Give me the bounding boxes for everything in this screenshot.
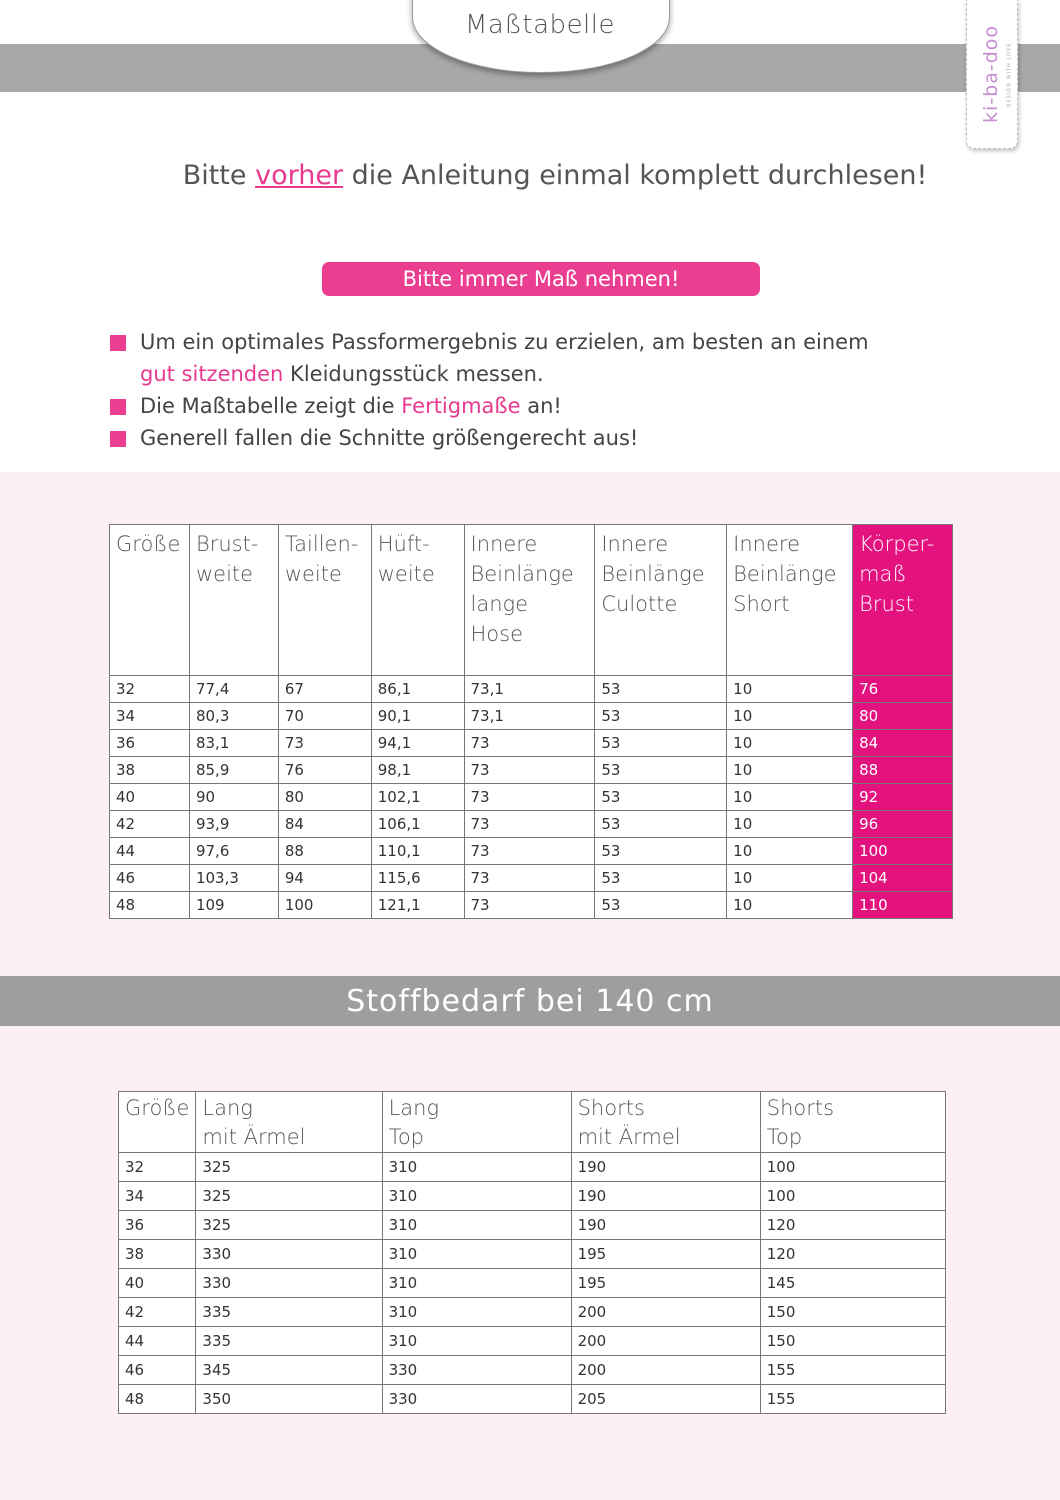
- size-cell: 96: [853, 811, 953, 838]
- logo-tagline-wrap: [1004, 20, 1014, 130]
- fabric-cell: 38: [119, 1240, 196, 1269]
- table-row: [110, 865, 953, 892]
- fabric-table: [118, 1091, 946, 1414]
- fabric-cell: 120: [760, 1211, 945, 1240]
- fabric-column-header: [382, 1092, 571, 1153]
- fabric-cell: 46: [119, 1356, 196, 1385]
- fabric-cell: 32: [119, 1153, 196, 1182]
- fabric-cell: 34: [119, 1182, 196, 1211]
- fabric-cell: 330: [382, 1385, 571, 1414]
- size-cell: 73: [464, 892, 595, 919]
- size-cell: 93,9: [189, 811, 278, 838]
- size-cell: 83,1: [189, 730, 278, 757]
- intro-highlight: vorher: [255, 160, 344, 191]
- note-text: Um ein optimales Passformergebnis zu erzielen, am besten an einem: [140, 330, 869, 354]
- fabric-cell: 44: [119, 1327, 196, 1356]
- size-cell: 80: [853, 703, 953, 730]
- note-highlight: Fertigmaße: [401, 394, 521, 418]
- table-row: [110, 757, 953, 784]
- size-cell: 53: [595, 865, 727, 892]
- size-header-line: weite: [377, 562, 435, 586]
- size-column-header: [853, 525, 953, 676]
- size-cell: 10: [727, 784, 853, 811]
- fabric-cell: 190: [571, 1211, 760, 1240]
- size-header-line: Körper-: [859, 532, 935, 556]
- bullet-square-icon: [110, 431, 126, 447]
- size-cell: 86,1: [371, 676, 464, 703]
- size-cell: 80,3: [189, 703, 278, 730]
- fabric-cell: 42: [119, 1298, 196, 1327]
- size-cell: 53: [595, 730, 727, 757]
- size-cell: 40: [110, 784, 190, 811]
- fabric-header-line: Top: [388, 1125, 424, 1149]
- size-cell: 36: [110, 730, 190, 757]
- fabric-column-header: [196, 1092, 382, 1153]
- table-row: [110, 811, 953, 838]
- fabric-cell: 190: [571, 1153, 760, 1182]
- size-cell: 106,1: [371, 811, 464, 838]
- size-header-line: Brust-: [195, 532, 259, 556]
- fabric-cell: 310: [382, 1153, 571, 1182]
- size-header-line: Hüft-: [377, 532, 430, 556]
- size-cell: 46: [110, 865, 190, 892]
- table-row: [119, 1153, 946, 1182]
- fabric-cell: 155: [760, 1385, 945, 1414]
- note-text: Generell fallen die Schnitte größengerecht aus!: [140, 426, 639, 450]
- size-cell: 88: [278, 838, 371, 865]
- note-text: Die Maßtabelle zeigt die: [140, 394, 402, 418]
- fabric-header-line: mit Ärmel: [577, 1125, 681, 1149]
- size-cell: 10: [727, 892, 853, 919]
- fabric-cell: 155: [760, 1356, 945, 1385]
- size-table-body: [110, 676, 953, 919]
- fabric-cell: 200: [571, 1327, 760, 1356]
- size-table-header: [110, 525, 953, 676]
- size-cell: 73,1: [464, 676, 595, 703]
- size-cell: 53: [595, 784, 727, 811]
- size-cell: 10: [727, 730, 853, 757]
- table-row: [119, 1356, 946, 1385]
- size-header-line: Beinlänge: [733, 562, 837, 586]
- size-cell: 90: [189, 784, 278, 811]
- size-cell: 73,1: [464, 703, 595, 730]
- size-header-line: Beinlänge: [470, 562, 574, 586]
- fabric-header-line: Größe: [125, 1096, 190, 1120]
- intro-before: Bitte: [182, 160, 256, 191]
- size-cell: 10: [727, 838, 853, 865]
- size-cell: 104: [853, 865, 953, 892]
- fabric-cell: 48: [119, 1385, 196, 1414]
- size-column-header: [110, 525, 190, 676]
- size-cell: 73: [278, 730, 371, 757]
- fabric-cell: 40: [119, 1269, 196, 1298]
- size-cell: 76: [278, 757, 371, 784]
- size-column-header: [278, 525, 371, 676]
- size-cell: 53: [595, 703, 727, 730]
- fabric-cell: 190: [571, 1182, 760, 1211]
- size-header-line: Innere: [733, 532, 800, 556]
- size-cell: 53: [595, 811, 727, 838]
- table-row: [110, 784, 953, 811]
- size-header-line: Short: [733, 592, 790, 616]
- size-header-line: Größe: [116, 532, 181, 556]
- size-cell: 34: [110, 703, 190, 730]
- size-table: [109, 524, 953, 919]
- table-row: [110, 838, 953, 865]
- size-cell: 90,1: [371, 703, 464, 730]
- bullet-square-icon: [110, 399, 126, 415]
- note-item: [110, 326, 910, 358]
- size-cell: 32: [110, 676, 190, 703]
- table-row: [110, 676, 953, 703]
- note-text: Kleidungsstück messen.: [283, 362, 544, 386]
- page-title: Maßtabelle: [464, 10, 616, 40]
- size-cell: 98,1: [371, 757, 464, 784]
- fabric-cell: 330: [196, 1240, 382, 1269]
- fabric-header-line: Lang: [202, 1096, 253, 1120]
- size-header-line: weite: [284, 562, 342, 586]
- size-cell: 103,3: [189, 865, 278, 892]
- size-cell: 109: [189, 892, 278, 919]
- size-cell: 115,6: [371, 865, 464, 892]
- fabric-cell: 310: [382, 1298, 571, 1327]
- size-cell: 42: [110, 811, 190, 838]
- size-cell: 10: [727, 703, 853, 730]
- table-row: [119, 1298, 946, 1327]
- size-cell: 73: [464, 757, 595, 784]
- size-cell: 94: [278, 865, 371, 892]
- table-row: [119, 1211, 946, 1240]
- size-cell: 77,4: [189, 676, 278, 703]
- fabric-header-line: Top: [766, 1125, 803, 1149]
- size-cell: 67: [278, 676, 371, 703]
- size-cell: 100: [853, 838, 953, 865]
- fabric-cell: 120: [760, 1240, 945, 1269]
- size-cell: 84: [278, 811, 371, 838]
- fabric-header-line: Shorts: [577, 1096, 645, 1120]
- notes-list: [110, 326, 910, 454]
- size-cell: 76: [853, 676, 953, 703]
- size-header-line: Beinlänge: [601, 562, 705, 586]
- size-cell: 121,1: [371, 892, 464, 919]
- table-row: [110, 703, 953, 730]
- fabric-table-body: [119, 1153, 946, 1414]
- fabric-column-header: [760, 1092, 945, 1153]
- size-cell: 110: [853, 892, 953, 919]
- size-cell: 94,1: [371, 730, 464, 757]
- fabric-cell: 310: [382, 1240, 571, 1269]
- table-row: [110, 892, 953, 919]
- bullet-square-icon: [110, 335, 126, 351]
- size-header-line: Innere: [470, 532, 538, 556]
- fabric-cell: 350: [196, 1385, 382, 1414]
- logo-name: ki-ba-doo: [980, 24, 1003, 124]
- fabric-cell: 200: [571, 1356, 760, 1385]
- size-cell: 73: [464, 784, 595, 811]
- fabric-cell: 310: [382, 1269, 571, 1298]
- fabric-cell: 145: [760, 1269, 945, 1298]
- size-cell: 10: [727, 811, 853, 838]
- size-cell: 73: [464, 811, 595, 838]
- fabric-cell: 36: [119, 1211, 196, 1240]
- fabric-cell: 335: [196, 1298, 382, 1327]
- size-header-line: Hose: [470, 622, 523, 646]
- size-cell: 100: [278, 892, 371, 919]
- size-cell: 10: [727, 757, 853, 784]
- note-highlight: gut sitzenden: [140, 362, 284, 386]
- size-header-line: lange: [470, 592, 529, 616]
- size-header-line: maß: [859, 562, 907, 586]
- fabric-cell: 345: [196, 1356, 382, 1385]
- size-column-header: [595, 525, 727, 676]
- table-row: [119, 1269, 946, 1298]
- size-header-line: Culotte: [601, 592, 678, 616]
- size-cell: 70: [278, 703, 371, 730]
- size-cell: 110,1: [371, 838, 464, 865]
- fabric-cell: 150: [760, 1298, 945, 1327]
- fabric-section-title: Stoffbedarf bei 140 cm: [0, 976, 1060, 1026]
- size-cell: 88: [853, 757, 953, 784]
- size-cell: 48: [110, 892, 190, 919]
- size-column-header: [727, 525, 853, 676]
- size-cell: 53: [595, 757, 727, 784]
- size-cell: 73: [464, 730, 595, 757]
- fabric-cell: 205: [571, 1385, 760, 1414]
- fabric-cell: 200: [571, 1298, 760, 1327]
- note-item: [110, 422, 910, 454]
- fabric-cell: 150: [760, 1327, 945, 1356]
- table-row: [119, 1327, 946, 1356]
- size-header-line: Innere: [601, 532, 669, 556]
- size-header-line: Taillen-: [284, 532, 359, 556]
- size-cell: 85,9: [189, 757, 278, 784]
- note-text: an!: [520, 394, 562, 418]
- fabric-cell: 310: [382, 1182, 571, 1211]
- size-cell: 102,1: [371, 784, 464, 811]
- fabric-cell: 325: [196, 1182, 382, 1211]
- size-cell: 80: [278, 784, 371, 811]
- size-header-line: weite: [195, 562, 254, 586]
- fabric-header-line: mit Ärmel: [202, 1125, 306, 1149]
- size-cell: 92: [853, 784, 953, 811]
- measure-notice-badge: Bitte immer Maß nehmen!: [322, 262, 760, 296]
- fabric-header-line: Shorts: [766, 1096, 835, 1120]
- size-header-line: Brust: [859, 592, 914, 616]
- size-column-header: [464, 525, 595, 676]
- size-cell: 53: [595, 676, 727, 703]
- fabric-column-header: [119, 1092, 196, 1153]
- fabric-header-line: Lang: [388, 1096, 440, 1120]
- table-row: [119, 1385, 946, 1414]
- fabric-cell: 100: [760, 1182, 945, 1211]
- table-row: [119, 1182, 946, 1211]
- table-row: [110, 730, 953, 757]
- table-row: [119, 1240, 946, 1269]
- intro-after: die Anleitung einmal komplett durchlesen!: [343, 160, 928, 191]
- fabric-cell: 310: [382, 1211, 571, 1240]
- note-item: [110, 390, 910, 422]
- fabric-cell: 335: [196, 1327, 382, 1356]
- fabric-cell: 330: [196, 1269, 382, 1298]
- note-item-continuation: [110, 358, 910, 390]
- size-cell: 73: [464, 838, 595, 865]
- size-cell: 53: [595, 892, 727, 919]
- size-cell: 53: [595, 838, 727, 865]
- fabric-cell: 330: [382, 1356, 571, 1385]
- fabric-cell: 195: [571, 1240, 760, 1269]
- fabric-cell: 195: [571, 1269, 760, 1298]
- size-cell: 73: [464, 865, 595, 892]
- size-cell: 10: [727, 865, 853, 892]
- fabric-cell: 310: [382, 1327, 571, 1356]
- size-cell: 10: [727, 676, 853, 703]
- size-cell: 97,6: [189, 838, 278, 865]
- size-cell: 84: [853, 730, 953, 757]
- fabric-cell: 325: [196, 1211, 382, 1240]
- size-column-header: [189, 525, 278, 676]
- size-cell: 38: [110, 757, 190, 784]
- fabric-cell: 325: [196, 1153, 382, 1182]
- fabric-table-header: [119, 1092, 946, 1153]
- size-column-header: [371, 525, 464, 676]
- size-cell: 44: [110, 838, 190, 865]
- logo-tagline: DESIGN WITH LOVE: [1006, 42, 1012, 108]
- fabric-cell: 100: [760, 1153, 945, 1182]
- intro-text: [0, 160, 1060, 191]
- fabric-column-header: [571, 1092, 760, 1153]
